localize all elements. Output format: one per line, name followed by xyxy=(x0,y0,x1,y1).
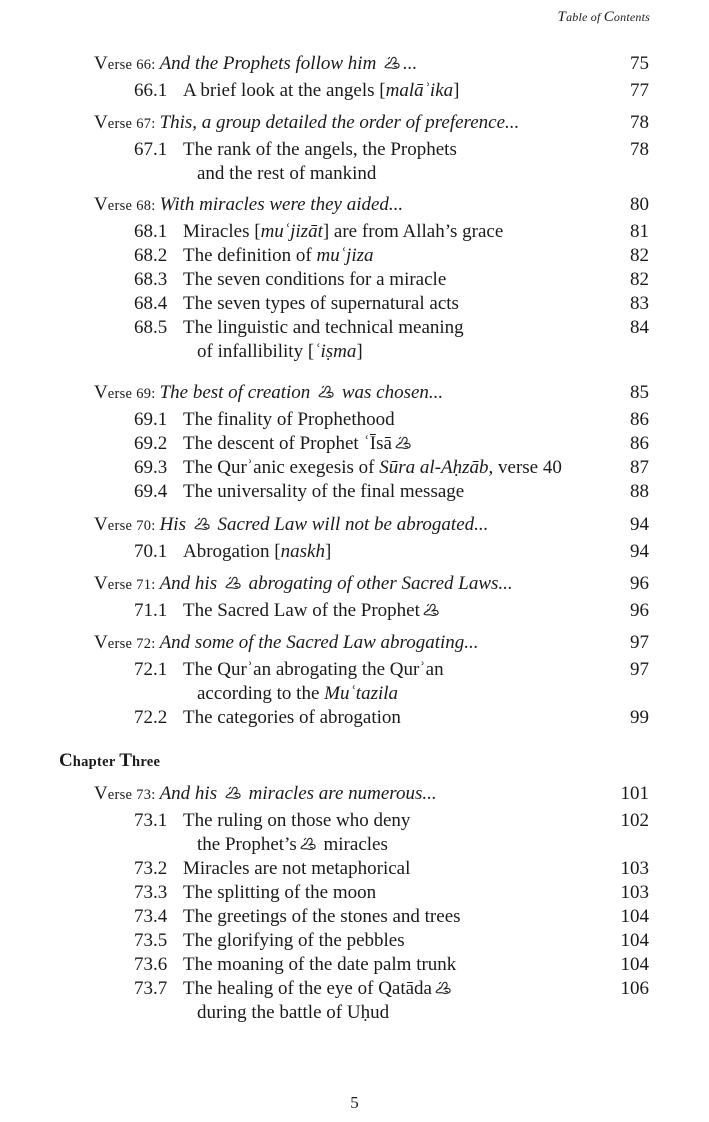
subsection-title: The splitting of the moon xyxy=(183,882,377,903)
subsection-title: Miracles are not metaphorical xyxy=(183,858,411,879)
subsection-entry xyxy=(0,268,709,292)
subsection-title: Abrogation [naskh] xyxy=(183,541,332,562)
honorific-glyph-icon xyxy=(223,782,243,802)
page-ref: 97 xyxy=(630,659,649,680)
subsection-number: 68.1 xyxy=(134,221,168,242)
subsection-entry xyxy=(0,977,709,1001)
subsection-entry xyxy=(0,316,709,340)
subsection-continuation xyxy=(0,1001,709,1025)
page-ref: 77 xyxy=(630,80,649,101)
subsection-entry xyxy=(0,658,709,682)
subsection-entry xyxy=(0,881,709,905)
subsection-number: 68.3 xyxy=(134,269,168,290)
subsection-number: 73.3 xyxy=(134,882,168,903)
honorific-glyph-icon xyxy=(393,432,413,452)
chapter-heading xyxy=(0,749,709,773)
honorific-glyph-icon xyxy=(421,599,441,619)
page-ref: 87 xyxy=(630,457,649,478)
subsection-title-cont: the Prophet’s miracles xyxy=(197,834,388,855)
verse-heading: Verse 71: And his abrogating of other Sacred Laws... xyxy=(94,573,513,594)
page-ref: 99 xyxy=(630,707,649,728)
subsection-number: 73.6 xyxy=(134,954,168,975)
page-ref: 102 xyxy=(620,810,649,831)
subsection-continuation xyxy=(0,682,709,706)
page-ref: 106 xyxy=(620,978,649,999)
subsection-number: 73.7 xyxy=(134,978,168,999)
verse-entry xyxy=(0,631,709,655)
page-ref: 82 xyxy=(630,269,649,290)
subsection-number: 68.2 xyxy=(134,245,168,266)
subsection-number: 68.4 xyxy=(134,293,168,314)
subsection-entry xyxy=(0,480,709,504)
page-ref: 78 xyxy=(630,139,649,160)
verse-entry xyxy=(0,572,709,596)
subsection-title: The Qurʾanic exegesis of Sūra al-Aḥzāb, verse 40 xyxy=(183,457,562,478)
subsection-number: 67.1 xyxy=(134,139,168,160)
verse-entry xyxy=(0,52,709,76)
subsection-number: 69.1 xyxy=(134,409,168,430)
subsection-entry xyxy=(0,138,709,162)
page-ref: 83 xyxy=(630,293,649,314)
page-ref: 94 xyxy=(630,541,649,562)
page-number: 5 xyxy=(350,1093,359,1112)
subsection-entry xyxy=(0,244,709,268)
honorific-glyph-icon xyxy=(223,572,243,592)
subsection-entry xyxy=(0,408,709,432)
subsection-entry xyxy=(0,599,709,623)
page-ref: 104 xyxy=(620,954,649,975)
verse-entry xyxy=(0,782,709,806)
subsection-title-cont: during the battle of Uḥud xyxy=(197,1002,390,1023)
subsection-entry xyxy=(0,809,709,833)
subsection-title: The ruling on those who deny xyxy=(183,810,411,831)
page-ref: 84 xyxy=(630,317,649,338)
subsection-entry xyxy=(0,432,709,456)
subsection-continuation xyxy=(0,162,709,186)
subsection-number: 68.5 xyxy=(134,317,168,338)
verse-text: And his miracles are numerous... xyxy=(159,783,437,804)
verse-text: And some of the Sacred Law abrogating... xyxy=(159,632,479,653)
page-ref: 103 xyxy=(620,858,649,879)
page-ref: 104 xyxy=(620,906,649,927)
subsection-title: The seven conditions for a miracle xyxy=(183,269,447,290)
subsection-number: 66.1 xyxy=(134,80,168,101)
subsection-continuation xyxy=(0,340,709,364)
subsection-title: The seven types of supernatural acts xyxy=(183,293,459,314)
subsection-title-cont: according to the Muʿtazila xyxy=(197,683,399,704)
running-head: Table of Contents xyxy=(557,9,650,25)
subsection-entry xyxy=(0,456,709,480)
subsection-number: 72.1 xyxy=(134,659,168,680)
verse-text: The best of creation was chosen... xyxy=(159,382,444,403)
subsection-number: 73.5 xyxy=(134,930,168,951)
page-ref: 103 xyxy=(620,882,649,903)
subsection-entry xyxy=(0,220,709,244)
subsection-number: 72.2 xyxy=(134,707,168,728)
honorific-glyph-icon xyxy=(382,52,402,72)
subsection-number: 73.2 xyxy=(134,858,168,879)
subsection-title: The rank of the angels, the Prophets xyxy=(183,139,457,160)
page-ref: 86 xyxy=(630,433,649,454)
subsection-title: The glorifying of the pebbles xyxy=(183,930,405,951)
chapter-title: Chapter Three xyxy=(59,750,161,771)
subsection-number: 69.3 xyxy=(134,457,168,478)
page-ref: 96 xyxy=(630,600,649,621)
verse-heading: Verse 67: This, a group detailed the order of preference... xyxy=(94,112,520,133)
honorific-glyph-icon xyxy=(316,381,336,401)
subsection-title: The descent of Prophet ʿĪsā xyxy=(183,432,414,456)
verse-heading: Verse 68: With miracles were they aided... xyxy=(94,194,404,215)
subsection-entry xyxy=(0,929,709,953)
verse-entry xyxy=(0,111,709,135)
verse-heading: Verse 69: The best of creation was chosen... xyxy=(94,382,444,403)
subsection-title: Miracles [muʿjizāt] are from Allah’s grace xyxy=(183,221,504,242)
subsection-title: The universality of the final message xyxy=(183,481,465,502)
subsection-title: The finality of Prophethood xyxy=(183,409,395,430)
verse-text: This, a group detailed the order of preference... xyxy=(159,112,520,133)
verse-text: His Sacred Law will not be abrogated... xyxy=(159,514,489,535)
subsection-title-cont: and the rest of mankind xyxy=(197,163,377,184)
subsection-number: 73.1 xyxy=(134,810,168,831)
subsection-title: The moaning of the date palm trunk xyxy=(183,954,457,975)
verse-heading: Verse 70: His Sacred Law will not be abrogated... xyxy=(94,514,489,535)
page-ref: 82 xyxy=(630,245,649,266)
subsection-entry xyxy=(0,292,709,316)
verse-entry xyxy=(0,381,709,405)
subsection-title: The greetings of the stones and trees xyxy=(183,906,461,927)
subsection-title: A brief look at the angels [malāʾika] xyxy=(183,80,460,101)
page-ref: 94 xyxy=(630,514,649,535)
verse-entry xyxy=(0,513,709,537)
verse-heading: Verse 73: And his miracles are numerous... xyxy=(94,783,437,804)
honorific-glyph-icon xyxy=(192,513,212,533)
subsection-continuation xyxy=(0,833,709,857)
page-ref: 75 xyxy=(630,53,649,74)
page-ref: 80 xyxy=(630,194,649,215)
subsection-entry xyxy=(0,953,709,977)
subsection-entry xyxy=(0,905,709,929)
page-ref: 88 xyxy=(630,481,649,502)
verse-entry xyxy=(0,193,709,217)
subsection-entry xyxy=(0,540,709,564)
verse-heading: Verse 66: And the Prophets follow him ... xyxy=(94,53,418,74)
subsection-number: 70.1 xyxy=(134,541,168,562)
subsection-title: The healing of the eye of Qatāda xyxy=(183,977,454,1001)
subsection-number: 69.4 xyxy=(134,481,168,502)
verse-heading: Verse 72: And some of the Sacred Law abrogating... xyxy=(94,632,479,653)
subsection-number: 73.4 xyxy=(134,906,168,927)
subsection-entry xyxy=(0,857,709,881)
subsection-entry xyxy=(0,79,709,103)
subsection-entry xyxy=(0,706,709,730)
page-ref: 78 xyxy=(630,112,649,133)
page-ref: 86 xyxy=(630,409,649,430)
page-ref: 97 xyxy=(630,632,649,653)
page-ref: 85 xyxy=(630,382,649,403)
subsection-title: The Sacred Law of the Prophet xyxy=(183,599,442,623)
page-ref: 96 xyxy=(630,573,649,594)
subsection-title-cont: of infallibility [ʿiṣma] xyxy=(197,341,363,362)
subsection-title: The linguistic and technical meaning xyxy=(183,317,464,338)
verse-text: With miracles were they aided... xyxy=(159,194,404,215)
subsection-title: The Qurʾan abrogating the Qurʾan xyxy=(183,659,444,680)
subsection-number: 69.2 xyxy=(134,433,168,454)
page-ref: 104 xyxy=(620,930,649,951)
verse-text: And the Prophets follow him ... xyxy=(159,53,418,74)
subsection-title: The definition of muʿjiza xyxy=(183,245,374,266)
honorific-glyph-icon xyxy=(433,977,453,997)
subsection-title: The categories of abrogation xyxy=(183,707,401,728)
subsection-number: 71.1 xyxy=(134,600,168,621)
page-ref: 101 xyxy=(620,783,649,804)
page-ref: 81 xyxy=(630,221,649,242)
verse-text: And his abrogating of other Sacred Laws... xyxy=(159,573,513,594)
honorific-glyph-icon xyxy=(298,833,318,853)
